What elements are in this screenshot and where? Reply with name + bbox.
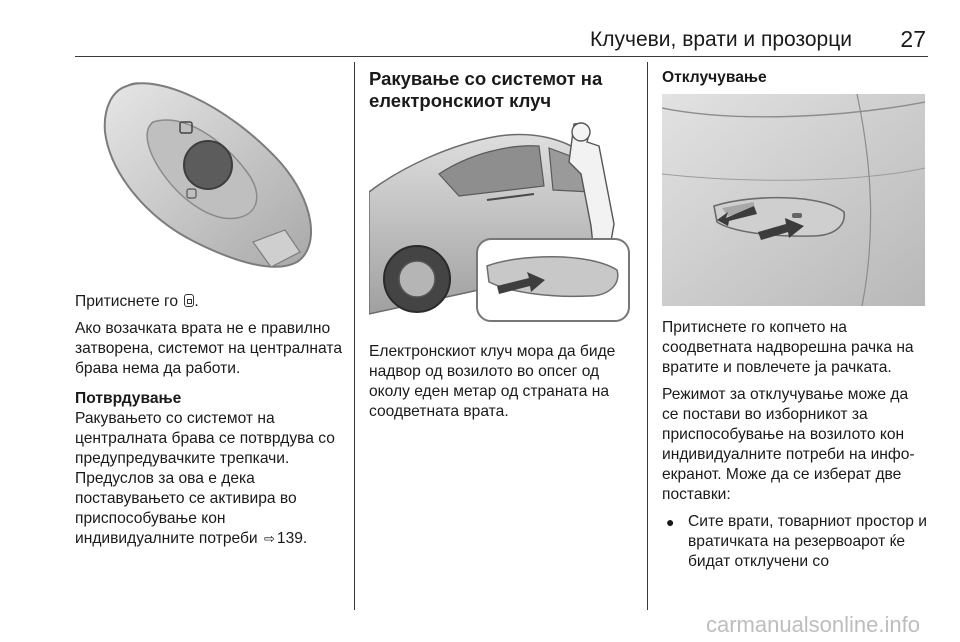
list-item: [666, 512, 928, 572]
column-2-text: [369, 342, 635, 429]
confirmation-paragraph: Ракувањето со системот на централната брава се потврдува со предупредувачките трепкачи. Предуслов за ова е дека поставувањето се активира во приспособување кон индивидуалните потреби ⇨ 139.: [75, 410, 335, 547]
unlock-mode-paragraph: Режимот за отклучување може да се постави во изборникот за приспособување на возилото кон индивидуалните потреби на инфо-екранот. Може да се изберат две поставки:: [662, 386, 915, 503]
car-electronic-key-illustration: [369, 114, 632, 326]
key-fob-illustration: [75, 62, 337, 277]
watermark: carmanualsonline.info: [705, 612, 920, 637]
electronic-key-paragraph: Електронскиот клуч мора да биде надвор од возилото во опсег од околу еден метар од страната на соодветната врата.: [369, 343, 616, 420]
column-divider-1: [354, 62, 355, 610]
page-header: [75, 24, 928, 52]
page-reference-link[interactable]: 139.: [276, 530, 308, 547]
page-number: 27: [900, 26, 926, 52]
door-handle-illustration: [662, 94, 925, 306]
header-title: Клучеви, врати и прозорци: [590, 28, 852, 51]
press-lock-line: Притиснете го .: [75, 293, 199, 310]
unlock-instruction-paragraph: Притиснете го копчето на соодветната надворешна рачка на вратите и повлечете ја рачката.: [662, 319, 914, 376]
column-divider-2: [647, 62, 648, 610]
unlocking-subheading: Отклучување: [662, 69, 767, 86]
unlocking-title-block: [662, 68, 928, 88]
confirmation-subheading: Потврдување: [75, 390, 182, 407]
header-rule: [75, 56, 928, 57]
bullet-icon: ●: [666, 514, 675, 530]
column-3-text: [662, 318, 928, 572]
door-warning-paragraph: Ако возачката врата не е правилно затворена, системот на централната брава нема да работи.: [75, 320, 342, 377]
page-reference-arrow-icon: ⇨: [263, 531, 275, 546]
electronic-key-heading: Ракување со системот на електронскиот клуч: [369, 68, 603, 111]
lock-icon: [184, 294, 194, 307]
column-1-text: [75, 292, 347, 556]
list-item-text: Сите врати, товарниот простор и вратичката на резервоарот ќе бидат отклучени со: [688, 513, 927, 570]
